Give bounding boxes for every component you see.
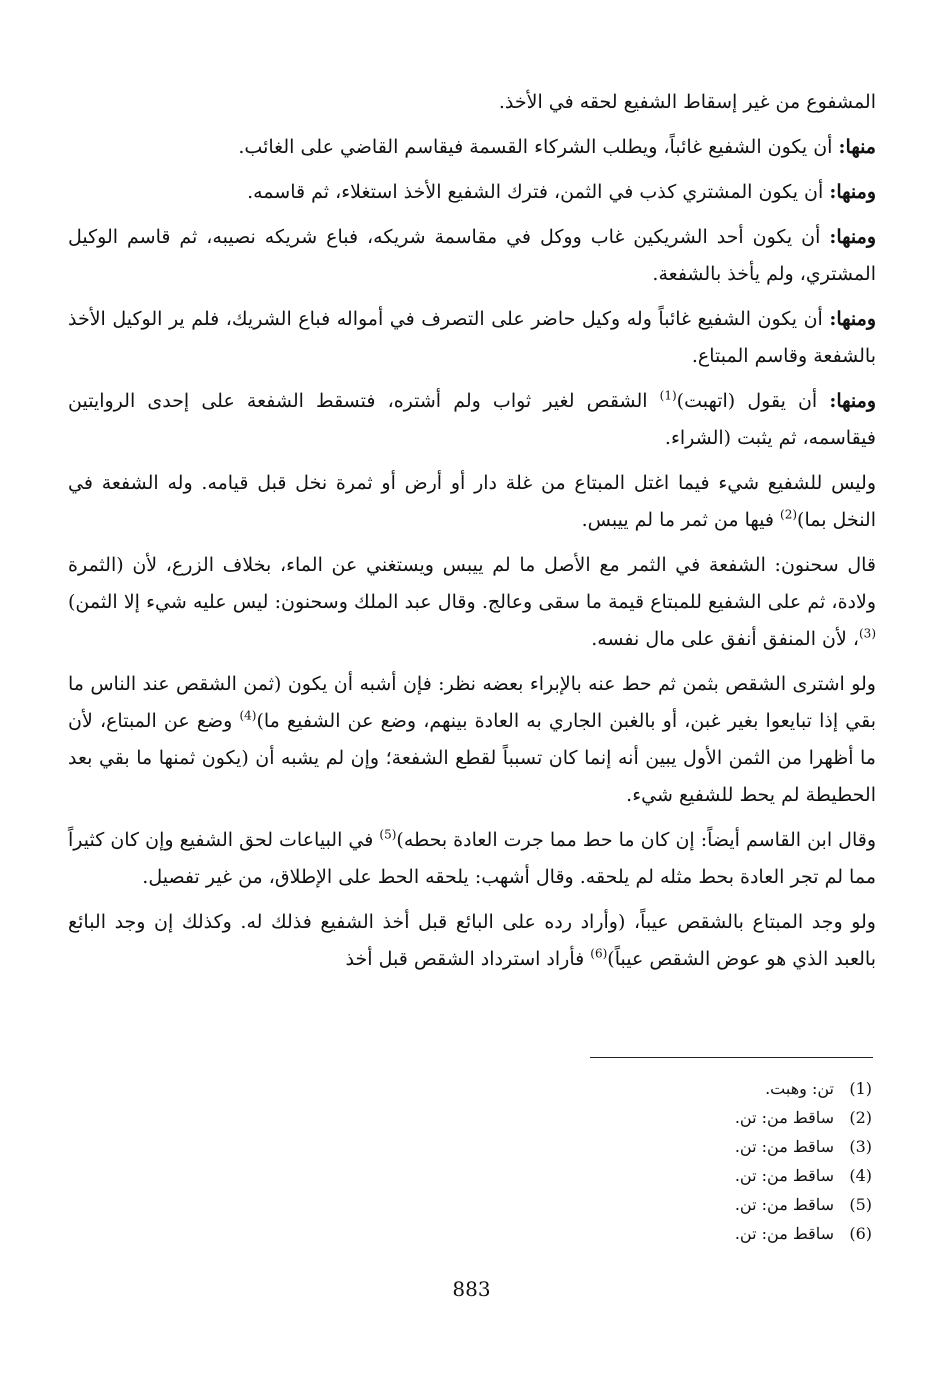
paragraph-text: أن يقول (اتهبت)	[676, 390, 830, 412]
footnote-ref-4[interactable]: (4)	[239, 708, 257, 723]
footnote-text: تن: وهبت.	[765, 1079, 834, 1098]
paragraph-text: أن يكون المشتري كذب في الثمن، فترك الشفيع الأخذ استغلاء، ثم قاسمه.	[247, 181, 830, 203]
paragraph-lead: منها:	[838, 136, 876, 158]
paragraph-lead: ومنها:	[829, 226, 876, 248]
footnote-item	[560, 1219, 872, 1248]
paragraph-4	[68, 219, 876, 293]
paragraph-7	[68, 465, 876, 539]
footnote-ref-3[interactable]: (3)	[858, 626, 876, 641]
footnote-text: ساقط من: تن.	[734, 1195, 834, 1214]
paragraph-lead: ومنها:	[829, 308, 876, 330]
paragraph-text: أن يكون أحد الشريكين غاب ووكل في مقاسمة شريكه، فباع شريكه نصيبه، ثم قاسم الوكيل المشتري، ولم يأخذ بالشفعة.	[68, 226, 876, 285]
paragraph-text: الشقص لغير ثواب ولم أشتره، فتسقط الشفعة على إحدى الروايتين فيقاسمه، ثم يثبت (الشراء.	[68, 390, 876, 449]
paragraph-11	[68, 904, 876, 978]
footnotes	[560, 1074, 872, 1248]
paragraph-text: أن يكون الشفيع غائباً، ويطلب الشركاء القسمة فيقاسم القاضي على الغائب.	[238, 136, 839, 158]
footnote-number: (4)	[849, 1166, 872, 1185]
paragraph-text: وقال ابن القاسم أيضاً: إن كان ما حط مما جرت العادة بحطه)	[396, 829, 876, 851]
paragraph-8	[68, 547, 876, 658]
main-text	[68, 84, 876, 986]
footnote-ref-2[interactable]: (2)	[780, 507, 798, 522]
paragraph-text: ولو وجد المبتاع بالشقص عيباً، (وأراد رده على البائع قبل أخذ الشفيع فذلك له. وكذلك إن وجد البائع بالعبد الذي هو عوض الشقص عيباً)	[68, 911, 876, 970]
footnote-ref-5[interactable]: (5)	[379, 827, 397, 842]
paragraph-5	[68, 301, 876, 375]
footnote-ref-1[interactable]: (1)	[659, 388, 677, 403]
footnote-item	[560, 1074, 872, 1103]
paragraph-text: وليس للشفيع شيء فيما اغتل المبتاع من غلة دار أو أرض أو ثمرة نخل قبل قيامه. وله الشفعة في النخل بما)	[68, 472, 876, 531]
footnote-text: ساقط من: تن.	[734, 1166, 834, 1185]
paragraph-10	[68, 822, 876, 896]
paragraph-6	[68, 383, 876, 457]
paragraph-text: أن يكون الشفيع غائباً وله وكيل حاضر على التصرف في أمواله فباع الشريك، فلم ير الوكيل الأخذ بالشفعة وقاسم المبتاع.	[68, 308, 876, 367]
footnote-divider	[590, 1057, 873, 1058]
footnote-item	[560, 1103, 872, 1132]
paragraph-text: في البياعات لحق الشفيع وإن كان كثيراً مما لم تجر العادة بحط مثله لم يلحقه. وقال أشهب: يلحقه الحط على الإطلاق، من غير تفصيل.	[68, 829, 876, 888]
footnote-item	[560, 1190, 872, 1219]
paragraph-text: وضع عن المبتاع، لأن ما أظهرا من الثمن الأول يبين أنه إنما كان تسبباً لقطع الشفعة؛ وإن لم يشبه أن (يكون ثمنها ما بقي بعد الحطيطة لم يحط للشفيع شيء.	[68, 710, 876, 806]
paragraph-text: ، لأن المنفق أنفق على مال نفسه.	[591, 628, 859, 650]
paragraph-text: فيها من ثمر ما لم ييبس.	[581, 509, 781, 531]
paragraph-text: فأراد استرداد الشقص قبل أخذ	[345, 948, 591, 970]
paragraph-9	[68, 666, 876, 814]
paragraph-text: ولو اشترى الشقص بثمن ثم حط عنه بالإبراء بعضه نظر: فإن أشبه أن يكون (ثمن الشقص عند الناس ما بقي إذا تبايعوا بغير غبن، أو بالغبن الجاري به العادة بينهم، وضع عن الشفيع ما)	[68, 673, 877, 732]
paragraph-3	[68, 174, 876, 211]
footnote-text: ساقط من: تن.	[734, 1224, 834, 1243]
paragraph-text: المشفوع من غير إسقاط الشفيع لحقه في الأخذ.	[498, 91, 876, 113]
paragraph-2	[68, 129, 876, 166]
paragraph-lead: ومنها:	[829, 181, 876, 203]
page-number: 883	[452, 1277, 491, 1301]
footnote-number: (1)	[849, 1079, 872, 1098]
footnote-number: (3)	[849, 1137, 872, 1156]
footnote-number: (2)	[849, 1108, 872, 1127]
footnote-text: ساقط من: تن.	[734, 1108, 834, 1127]
footnote-ref-6[interactable]: (6)	[590, 946, 608, 961]
footnote-text: ساقط من: تن.	[734, 1137, 834, 1156]
footnote-number: (5)	[849, 1195, 872, 1214]
paragraph-lead: ومنها:	[829, 390, 876, 412]
footnote-item	[560, 1132, 872, 1161]
footnote-item	[560, 1161, 872, 1190]
footnote-number: (6)	[849, 1224, 872, 1243]
paragraph-text: قال سحنون: الشفعة في الثمر مع الأصل ما لم ييبس ويستغني عن الماء، بخلاف الزرع، لأن (الثمرة ولادة، ثم على الشفيع للمبتاع قيمة ما سقى وعالج. وقال عبد الملك وسحنون: ليس عليه شيء إلا الثمن)	[68, 554, 876, 613]
paragraph-1	[68, 84, 876, 121]
